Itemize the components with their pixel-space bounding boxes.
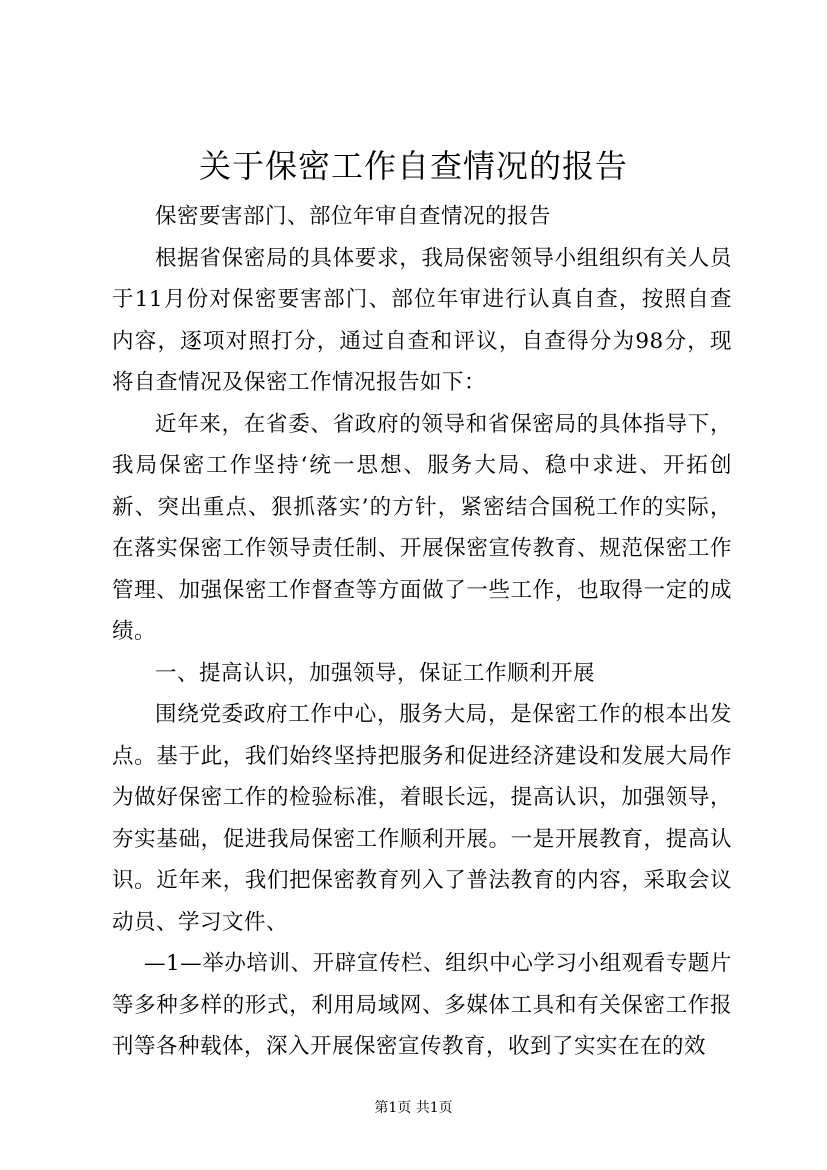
section-paragraph: 围绕党委政府工作中心，服务大局，是保密工作的根本出发点。基于此，我们始终坚持把服务和促进经济建设和发展大局作为做好保密工作的检验标准，着眼长远，提高认识，加强领导，夯实基础，促进我局保密工作顺利开展。一是开展教育，提高认识。近年来，我们把保密教育列入了普法教育的内容，采取会议动员、学习文件、 — [112, 702, 732, 935]
document-body — [112, 196, 732, 1068]
section-heading: 一、提高认识，加强领导，保证工作顺利开展 — [155, 660, 596, 686]
intro-paragraph: 根据省保密局的具体要求，我局保密领导小组组织有关人员于11月份对保密要害部门、部位年审进行认真自查，按照自查内容，逐项对照打分，通过自查和评议，自查得分为98分，现将自查情况及保密工作情况报告如下： — [112, 245, 732, 395]
document-title: 关于保密工作自查情况的报告 — [198, 147, 628, 185]
background-paragraph: 近年来，在省委、省政府的领导和省保密局的具体指导下，我局保密工作坚持‘统一思想、服务大局、稳中求进、开拓创新、突出重点、狠抓落实’的方针，紧密结合国税工作的实际，在落实保密工作领导责任制、开展保密宣传教育、规范保密工作管理、加强保密工作督查等方面做了一些工作，也取得一定的成绩。 — [112, 411, 732, 644]
continuation-paragraph: —1—举办培训、开辟宣传栏、组织中心学习小组观看专题片等多种多样的形式，利用局域网、多媒体工具和有关保密工作报刊等各种载体，深入开展保密宣传教育，收到了实实在在的效 — [112, 951, 732, 1059]
page-footer: 第1页 共1页 — [374, 1100, 453, 1116]
subtitle-paragraph: 保密要害部门、部位年审自查情况的报告 — [155, 204, 552, 229]
